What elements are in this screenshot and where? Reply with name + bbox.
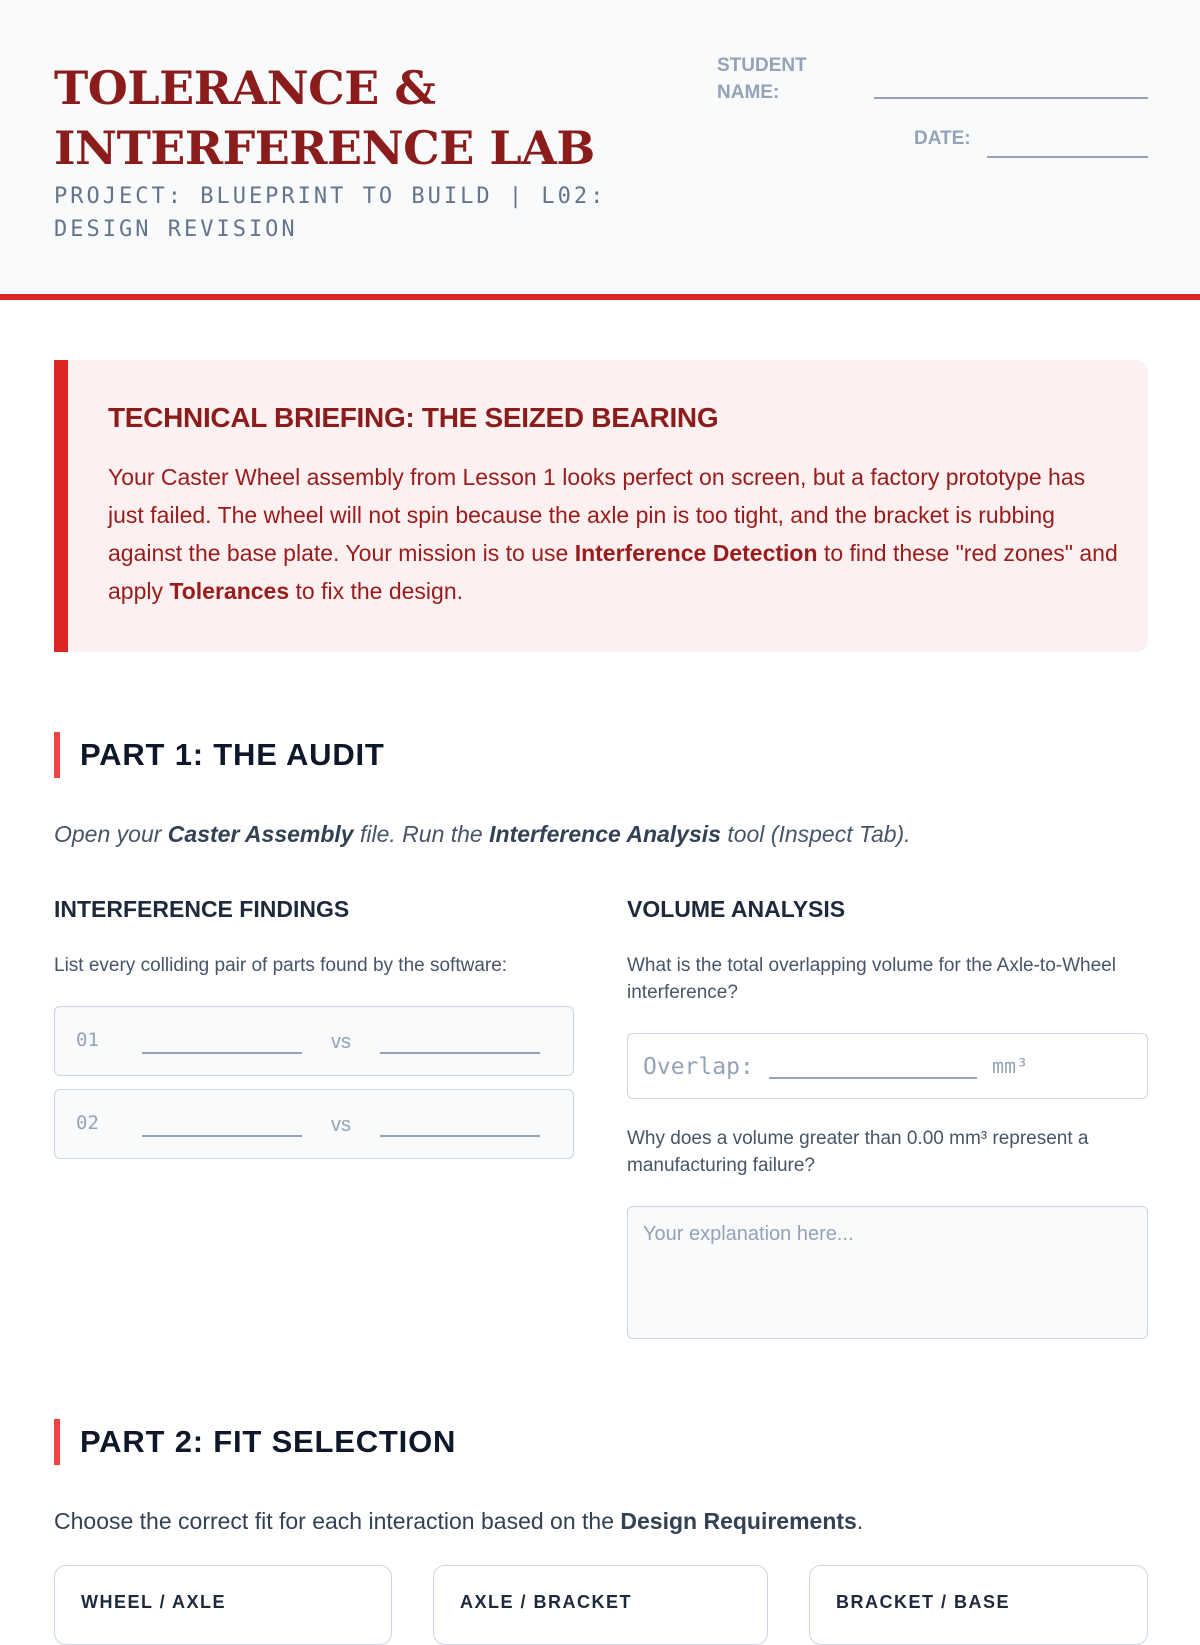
subtitle-line-2: DESIGN REVISION [54, 217, 298, 242]
fit-card-axle-bracket[interactable] [433, 1565, 768, 1645]
instr-text-1: Open your [54, 821, 168, 847]
part-b-field[interactable] [380, 1135, 540, 1137]
title-line-1: TOLERANCE & [54, 61, 436, 115]
student-name-label [717, 52, 807, 106]
part-a-field[interactable] [142, 1052, 302, 1054]
overlap-field[interactable] [769, 1077, 977, 1079]
briefing-text [108, 458, 1118, 610]
date-field[interactable] [987, 156, 1148, 158]
part-b-field[interactable] [380, 1052, 540, 1054]
fit-card-bracket-base[interactable] [809, 1565, 1148, 1645]
instr-text-2: file. Run the [353, 821, 490, 847]
student-name-field[interactable] [874, 97, 1148, 99]
explanation-textarea[interactable] [627, 1206, 1148, 1339]
briefing-title: TECHNICAL BRIEFING: THE SEIZED BEARING [108, 402, 719, 433]
page-title [54, 58, 674, 178]
briefing-text-1: Your Caster Wheel assembly from Lesson 1 looks perfect on screen, but a factory prototype has just failed. The wheel will not spin because the axle pin is too tight, and the bracket is rubbing against the base plate. Your mission is to use [108, 464, 1086, 566]
part1-instruction [54, 821, 911, 848]
student-name-label-line-1: STUDENT [717, 55, 807, 76]
title-line-2: INTERFERENCE LAB [54, 121, 595, 175]
technical-briefing [54, 360, 1148, 652]
subtitle-line-1: PROJECT: BLUEPRINT TO BUILD | L02: [54, 184, 607, 209]
volume-question-1: What is the total overlapping volume for the Axle-to-Wheel interference? [627, 955, 1116, 1003]
fit-card-title: WHEEL / AXLE [81, 1592, 227, 1612]
findings-prompt: List every colliding pair of parts found by the software: [54, 955, 508, 976]
briefing-text-2: to find these "red zones" and apply [108, 540, 1118, 604]
overlap-input-box [627, 1033, 1148, 1099]
date-label: DATE: [914, 128, 971, 149]
briefing-text-3: to fix the design. [289, 578, 464, 604]
volume-question-2: Why does a volume greater than 0.00 mm³ represent a manufacturing failure? [627, 1128, 1089, 1176]
collision-pair-row [54, 1089, 574, 1159]
part2-heading: PART 2: FIT SELECTION [54, 1419, 456, 1465]
volume-heading: VOLUME ANALYSIS [627, 896, 846, 922]
pair-number: 02 [76, 1112, 99, 1134]
briefing-bold-2: Tolerances [169, 578, 290, 604]
part2-text-2: . [856, 1508, 864, 1534]
instr-bold-1: Caster Assembly [167, 821, 354, 847]
instr-text-3: tool (Inspect Tab). [720, 821, 911, 847]
part1-heading: PART 1: THE AUDIT [54, 732, 385, 778]
instr-bold-2: Interference Analysis [489, 821, 721, 847]
overlap-unit: mm³ [992, 1054, 1029, 1078]
fit-card-title: BRACKET / BASE [836, 1592, 1011, 1612]
part2-bold-1: Design Requirements [620, 1508, 857, 1534]
page-subtitle [54, 180, 654, 246]
part2-text-1: Choose the correct fit for each interaction based on the [54, 1508, 621, 1534]
page-header [0, 0, 1200, 300]
vs-label: vs [331, 1114, 351, 1136]
overlap-label: Overlap: [643, 1054, 754, 1080]
vs-label: vs [331, 1031, 351, 1053]
part-a-field[interactable] [142, 1135, 302, 1137]
fit-card-wheel-axle[interactable] [54, 1565, 392, 1645]
pair-number: 01 [76, 1029, 99, 1051]
briefing-bold-1: Interference Detection [574, 540, 818, 566]
collision-pair-row [54, 1006, 574, 1076]
part2-instruction [54, 1508, 863, 1535]
student-name-label-line-2: NAME: [717, 82, 780, 103]
fit-card-title: AXLE / BRACKET [460, 1592, 633, 1612]
findings-heading: INTERFERENCE FINDINGS [54, 896, 350, 922]
